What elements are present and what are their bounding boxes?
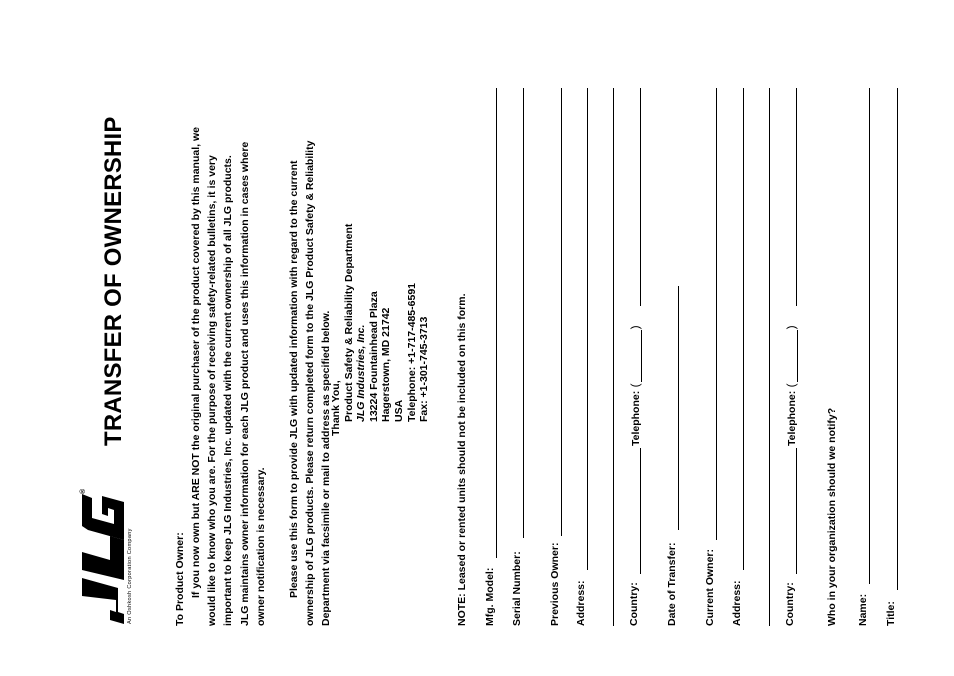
previous-owner-label: Previous Owner: <box>549 542 561 626</box>
country-line-1[interactable] <box>640 448 641 574</box>
current-owner-line[interactable] <box>716 88 717 540</box>
previous-owner-line[interactable] <box>561 88 562 536</box>
area-code-blank-2[interactable] <box>787 330 798 382</box>
address-line-1a[interactable] <box>587 88 588 570</box>
current-owner-label: Current Owner: <box>704 548 716 626</box>
p2-line: ownership of JLG products. Please return completed form to the JLG Product Safety & Reliability <box>304 140 317 626</box>
telephone-line-1[interactable] <box>640 88 641 306</box>
title-label: Title: <box>885 601 897 626</box>
open-paren: ( <box>784 383 798 391</box>
address-line-1b[interactable] <box>613 88 614 626</box>
date-of-transfer-line[interactable] <box>678 286 679 530</box>
address-line-2b[interactable] <box>769 88 770 626</box>
salutation: To Product Owner: <box>174 532 186 626</box>
p2-line: Please use this form to provide JLG with updated information with regard to the current <box>288 160 300 598</box>
department: Product Safety & Reliability Department <box>342 223 355 422</box>
telephone-line-2[interactable] <box>796 88 797 306</box>
p2-line: Department via facsimile or mail to address as specified below. <box>320 310 333 626</box>
return-address <box>330 224 431 436</box>
open-paren: ( <box>628 383 642 391</box>
note: NOTE: Leased or rented units should not be included on this form. <box>456 293 468 626</box>
mfg-model-label: Mfg. Model: <box>484 567 496 626</box>
close-paren: ) <box>784 325 798 330</box>
country: USA <box>392 399 405 422</box>
p1-line: would like to know who you are. For the purpose of receiving safety-related bulletins, it is very <box>206 155 219 626</box>
company-name: JLG Industries, Inc. <box>355 324 368 422</box>
name-label: Name: <box>857 593 869 626</box>
logo-tagline: An Oshkosh Corporation Company <box>127 528 133 624</box>
p1-line: JLG maintains owner information for each JLG product and uses this information in cases where <box>238 141 251 626</box>
intro-paragraph-2 <box>286 140 335 626</box>
page-title: TRANSFER OF OWNERSHIP <box>100 116 127 446</box>
registered-mark: ® <box>80 488 87 494</box>
city: Hagerstown, MD 21742 <box>380 307 393 422</box>
telephone-field-1 <box>628 325 642 446</box>
country-label-2: Country: <box>784 582 796 626</box>
area-code-blank-1[interactable] <box>631 330 642 382</box>
thank-you: Thank You, <box>330 380 342 436</box>
street: 13224 Fountainhead Plaza <box>367 291 380 422</box>
mfg-model-line[interactable] <box>496 88 497 558</box>
notify-question: Who in your organization should we notify? <box>826 407 838 626</box>
intro-paragraph-1 <box>188 127 269 626</box>
fax: Fax: +1-301-745-3713 <box>418 316 431 422</box>
name-line[interactable] <box>869 88 870 584</box>
country-line-2[interactable] <box>796 448 797 574</box>
address-label-1: Address: <box>575 580 587 626</box>
p1-line: owner notification is necessary. <box>254 467 267 626</box>
p1-line: If you now own but ARE NOT the original purchaser of the product covered by this manual, we <box>190 127 202 598</box>
telephone-label-1: Telephone: <box>630 390 642 446</box>
address-label-2: Address: <box>731 580 743 626</box>
p1-line: important to keep JLG Industries, Inc. updated with the current ownership of all JLG products. <box>222 155 235 626</box>
jlg-logo <box>78 488 158 626</box>
serial-number-label: Serial Number: <box>511 551 523 626</box>
telephone: Telephone: +1-717-485-6591 <box>405 283 418 422</box>
telephone-field-2 <box>784 325 798 446</box>
title-line[interactable] <box>897 88 898 590</box>
serial-number-line[interactable] <box>523 88 524 538</box>
jlg-logo-mark-icon <box>78 494 126 626</box>
date-of-transfer-label: Date of Transfer: <box>666 542 678 626</box>
telephone-label-2: Telephone: <box>786 390 798 446</box>
address-line-2a[interactable] <box>743 88 744 570</box>
close-paren: ) <box>628 325 642 330</box>
country-label-1: Country: <box>628 582 640 626</box>
